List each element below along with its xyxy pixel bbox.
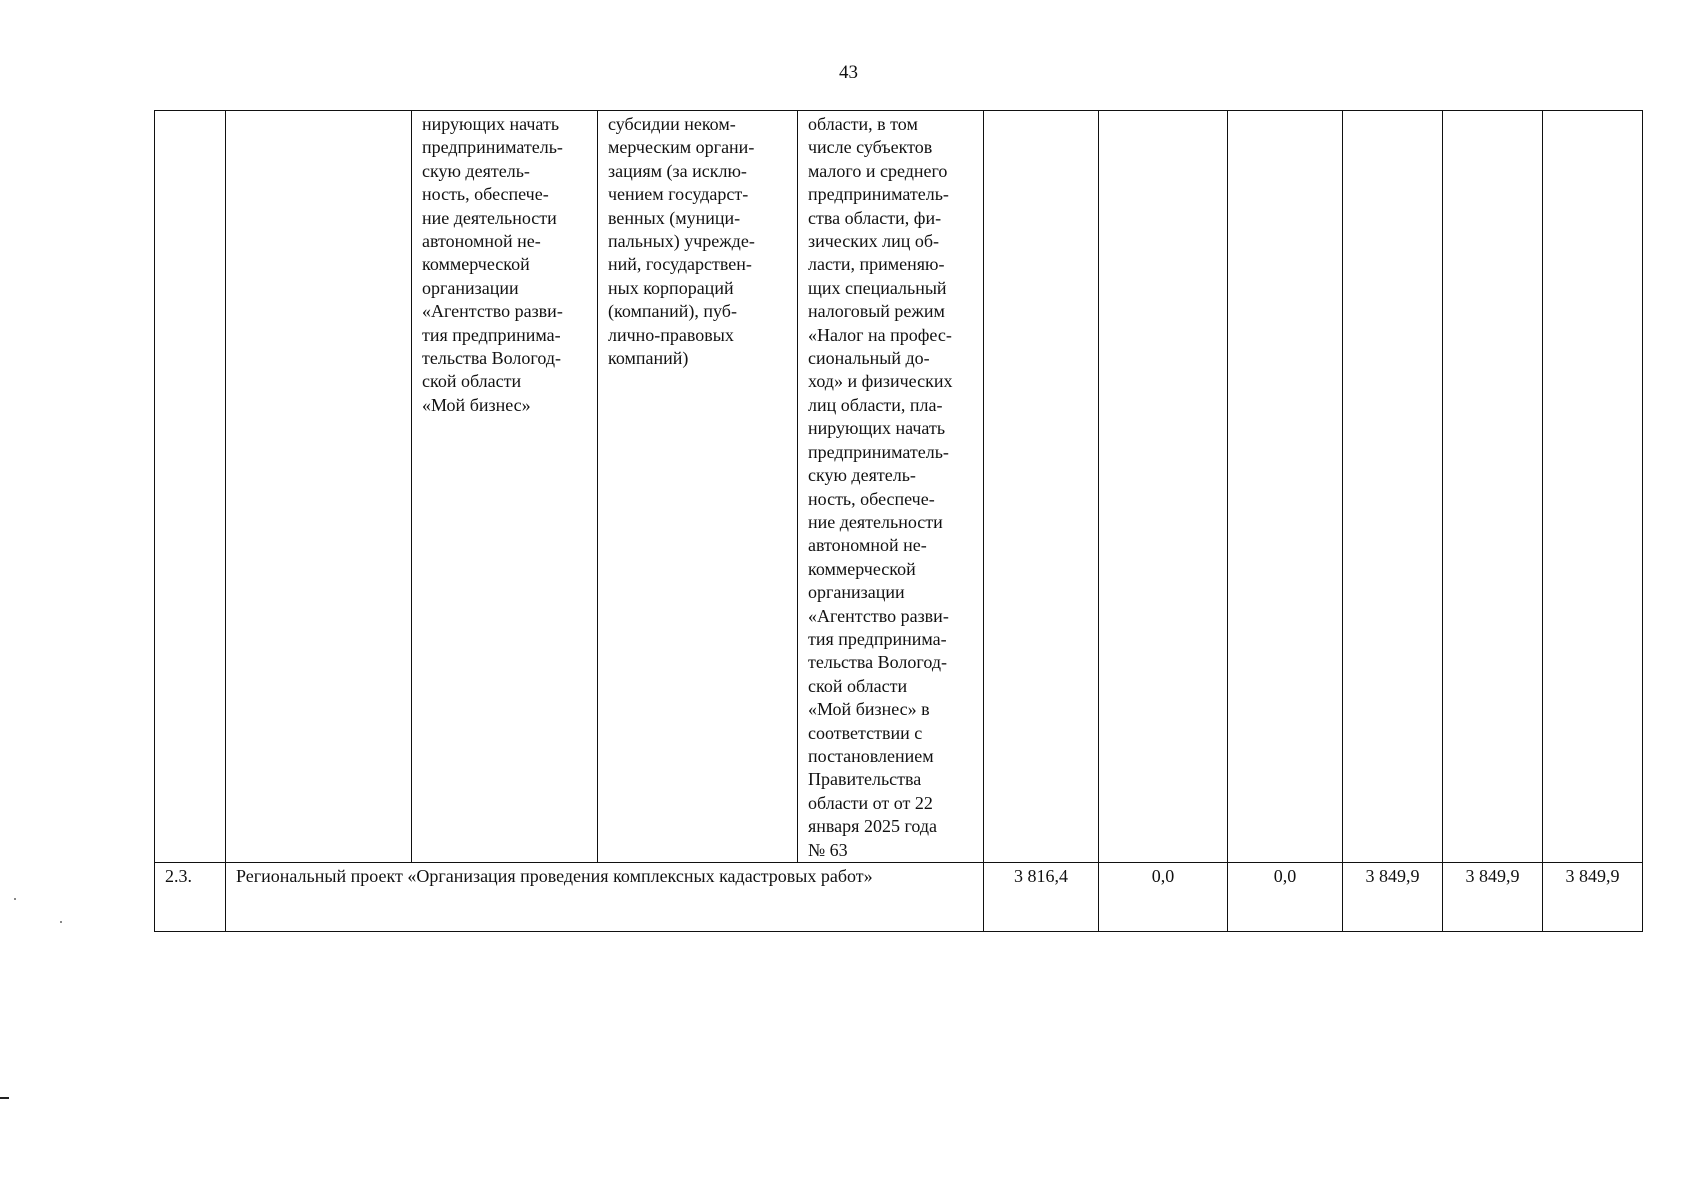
cell-subsidy-type: субсидии неком- мерческим органи- зациям (за исклю- чением государст- венных (муници- пальных) учрежде- ний, государствен- ных корпораций (компаний), пуб- лично-правовых компаний) [598,111,798,863]
cell-value [1099,111,1228,863]
cell-value: 3 849,9 [1343,863,1443,932]
cell-value: 3 849,9 [1543,863,1643,932]
cell-value [1543,111,1643,863]
cell-value [1443,111,1543,863]
row-code: 2.3. [155,863,226,932]
row-title: Региональный проект «Организация проведения комплексных кадастровых работ» [226,863,984,932]
cell-name [226,111,412,863]
cell-number [155,111,226,863]
cell-purpose: нирующих начать предприниматель- скую деятель- ность, обеспече- ние деятельности автономной не- коммерческой организации «Агентство разви- тия предпринима- тельства Вологод- ской области «Мой бизнес» [412,111,598,863]
cell-value [1228,111,1343,863]
cell-value: 3 816,4 [984,863,1099,932]
scan-dot [60,921,62,923]
budget-table [154,110,1643,932]
cell-value: 0,0 [1228,863,1343,932]
table-row-2-3 [155,863,1643,932]
cell-value [1343,111,1443,863]
scan-dot [14,898,16,900]
cell-value: 0,0 [1099,863,1228,932]
cell-value [984,111,1099,863]
page-number: 43 [839,62,858,83]
cell-value: 3 849,9 [1443,863,1543,932]
table-row-continued [155,111,1643,863]
cell-recipients: области, в том числе субъектов малого и среднего предприниматель- ства области, фи- зических лиц об- ласти, применяю- щих специальный налоговый режим «Налог на профес- сиональный до- ход» и физических лиц области, пла- нирующих начать предприниматель- скую деятель- ность, обеспече- ние деятельности автономной не- коммерческой организации «Агентство разви- тия предпринима- тельства Вологод- ской области «Мой бизнес» в соответствии с постановлением Правительства области от от 22 января 2025 года № 63 [798,111,984,863]
scan-mark [0,1097,9,1099]
